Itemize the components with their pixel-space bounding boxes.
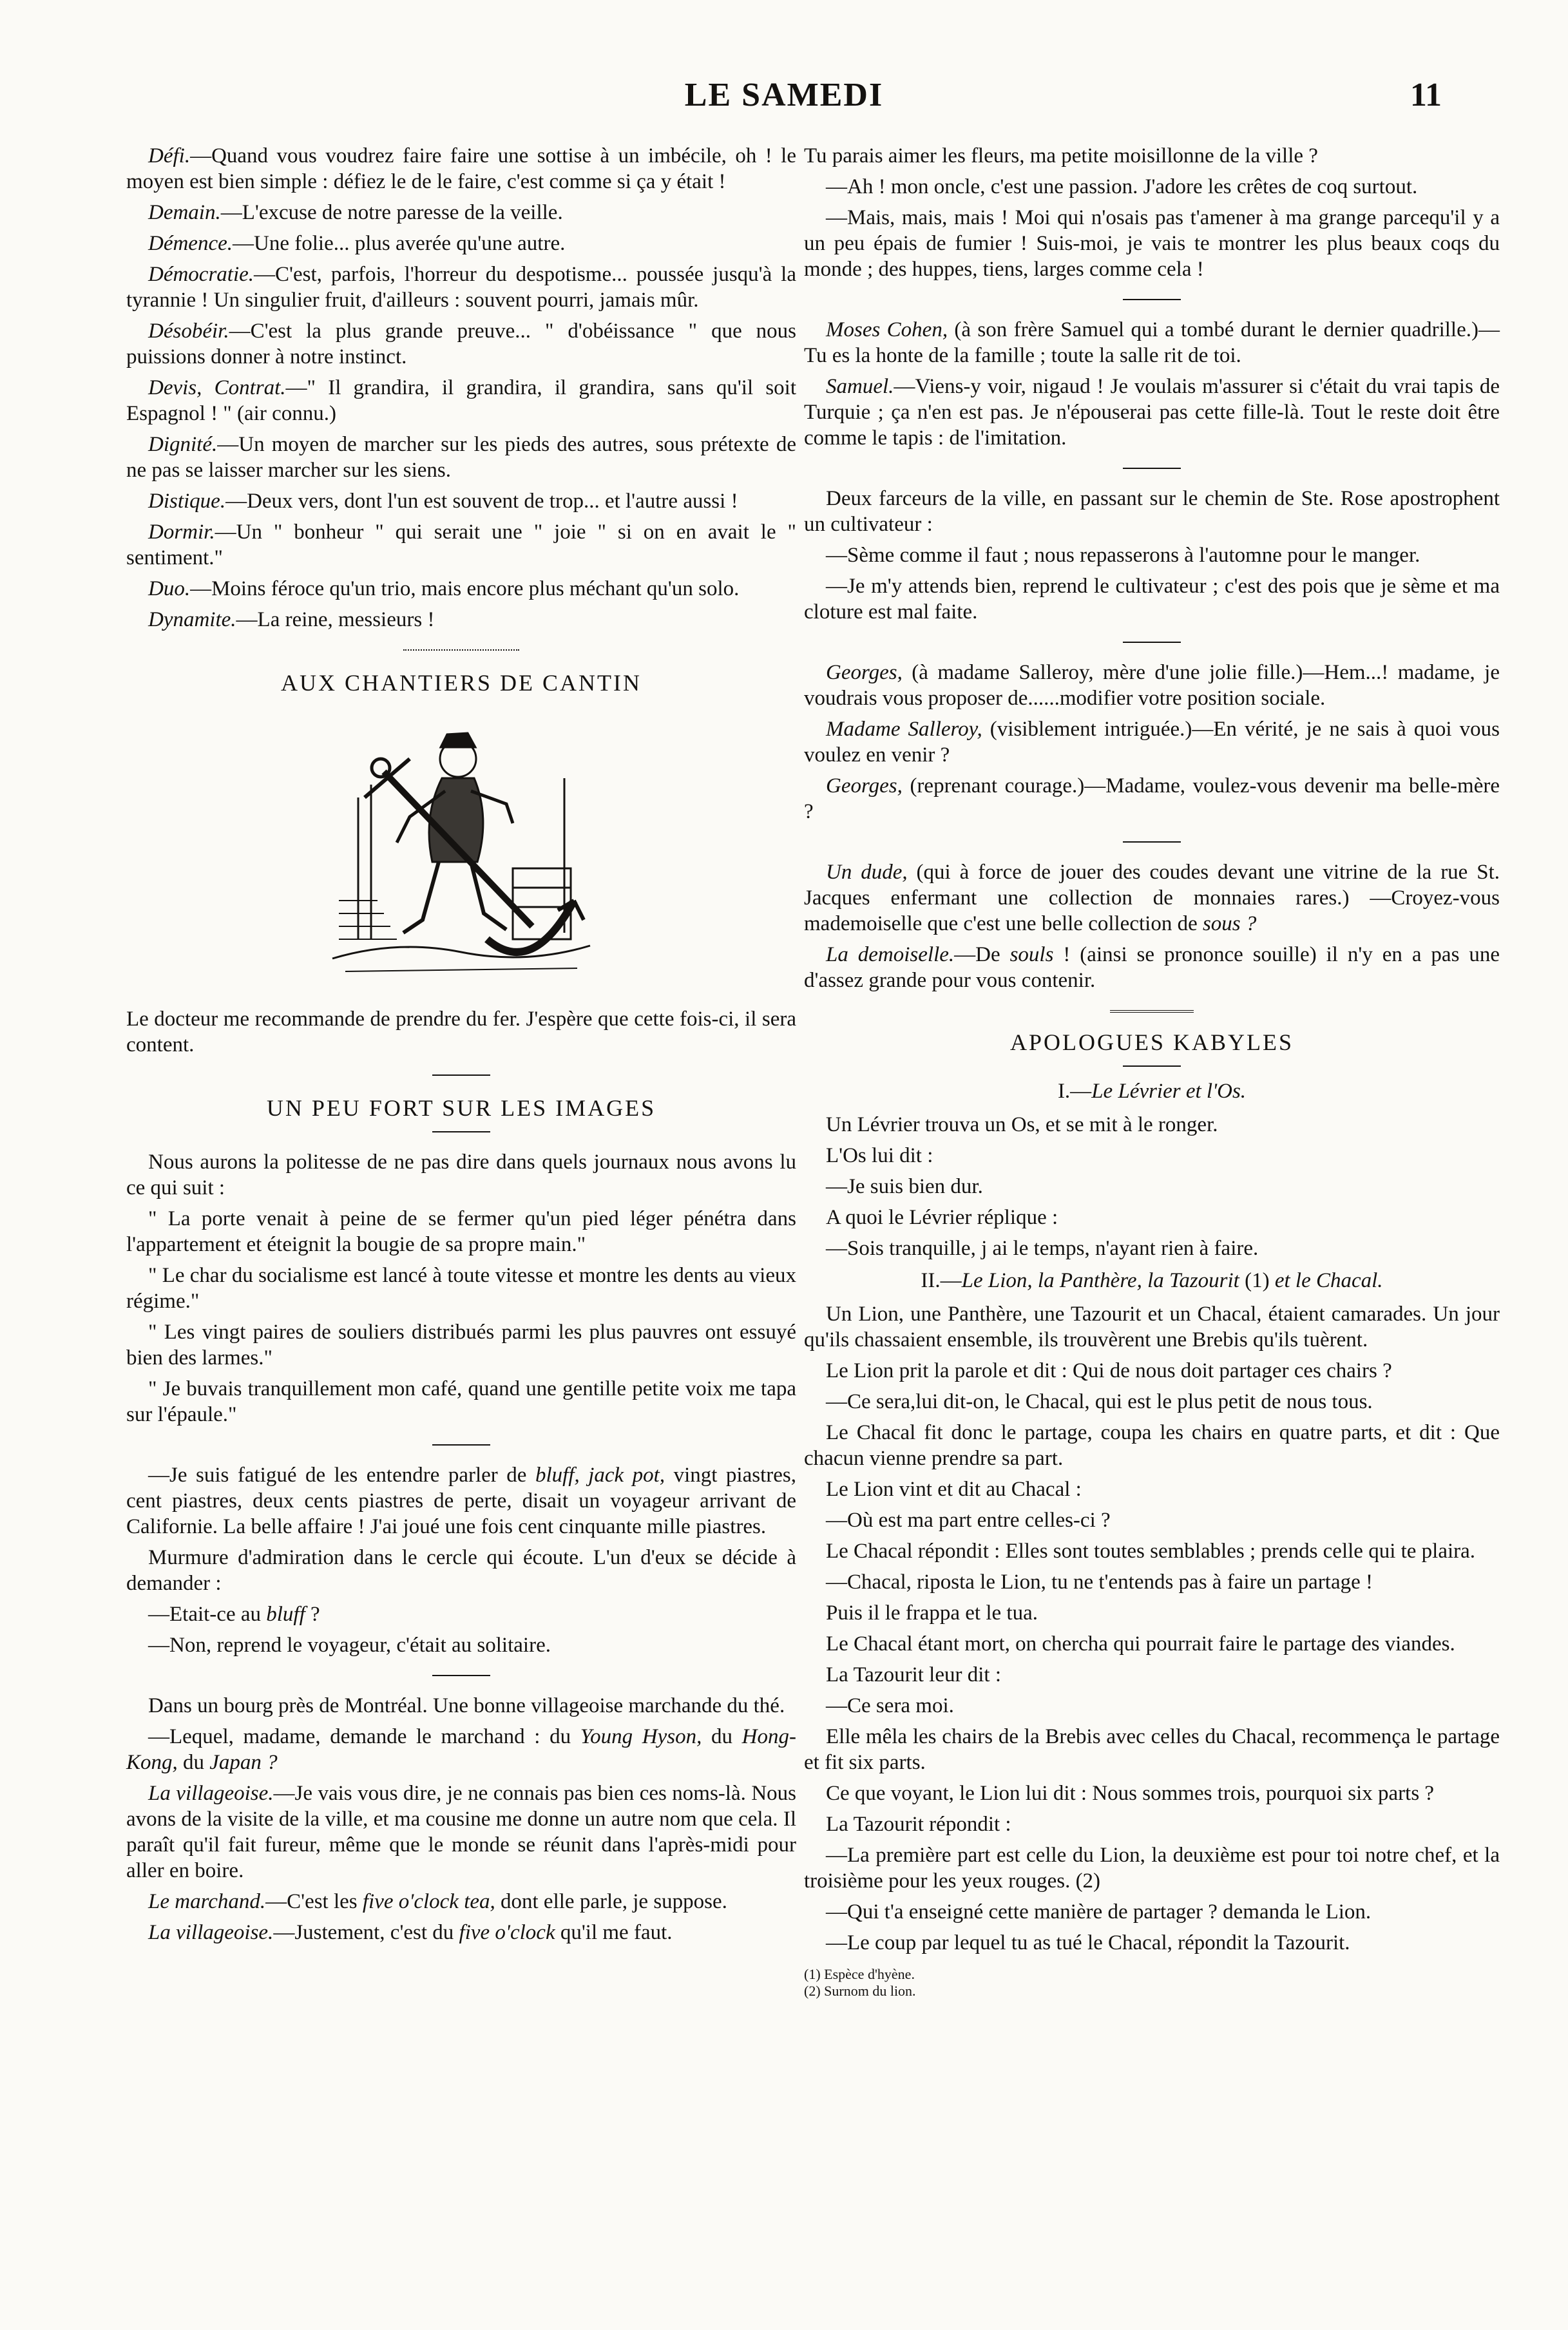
entry-definition: —C'est la plus grande preuve... " d'obéissance " que nous puissions donner à notre instinct.	[126, 320, 796, 368]
left-column	[126, 143, 796, 1951]
paragraph: Deux farceurs de la ville, en passant sur le chemin de Ste. Rose apostrophent un cultivateur :	[804, 487, 1500, 536]
speaker: La villageoise.	[148, 1921, 274, 1944]
section-title: AUX CHANTIERS DE CANTIN	[281, 670, 642, 696]
entry-term: Duo.	[148, 577, 191, 600]
paragraph	[804, 859, 1500, 937]
fable-line: —Où est ma part entre celles-ci ?	[826, 1509, 1111, 1532]
text: (à madame Salleroy, mère d'une jolie fille.)—Hem...! madame, je voudrais vous proposer de......modifier votre position sociale.	[804, 661, 1500, 710]
paragraph	[126, 1781, 796, 1884]
section-apologues	[804, 1029, 1500, 2000]
text: du	[177, 1751, 210, 1774]
italic-text: sous ?	[1202, 912, 1257, 935]
paragraph	[804, 660, 1500, 711]
italic-text: five o'clock	[459, 1921, 555, 1944]
speaker: Un dude,	[826, 861, 908, 884]
fable-number: II.—	[921, 1269, 962, 1292]
paragraph: Murmure d'admiration dans le cercle qui écoute. L'un d'eux se décide à demander :	[126, 1546, 796, 1595]
dictionary-entries	[126, 143, 796, 633]
paragraph	[126, 1724, 796, 1775]
fable-line: —La première part est celle du Lion, la deuxième est pour toi notre chef, et la troisième pour les yeux rouges. (2)	[804, 1844, 1500, 1893]
fable-name: Le Lion, la Panthère, la Tazourit	[961, 1269, 1239, 1292]
text: —Etait-ce au	[148, 1603, 267, 1626]
paragraph	[804, 716, 1500, 768]
paragraph: —Sème comme il faut ; nous repasserons à l'automne pour le manger.	[826, 544, 1420, 567]
dictionary-entry	[126, 318, 796, 370]
entry-definition: —C'est, parfois, l'horreur du despotisme... poussée jusqu'à la tyrannie ! Un singulier fruit, d'ailleurs : souvent pourri, jamais mûr.	[126, 263, 796, 312]
section-divider	[1123, 299, 1181, 300]
italic-text: bluff, jack pot,	[535, 1464, 665, 1487]
fable-line: Un Lévrier trouva un Os, et se mit à le ronger.	[826, 1113, 1218, 1136]
fable-line: Un Lion, une Panthère, une Tazourit et un Chacal, étaient camarades. Un jour qu'ils chassaient ensemble, ils trouvèrent une Brebis qu'ils tuèrent.	[804, 1303, 1500, 1351]
section-bluff	[126, 1462, 796, 1658]
page-header	[0, 76, 1568, 128]
right-column	[804, 143, 1500, 2000]
text: ?	[305, 1603, 320, 1626]
page-number: 11	[1410, 77, 1442, 113]
paragraph: —Mais, mais, mais ! Moi qui n'osais pas t'amener à ma grange parcequ'il y a un peu épais de fumier ! Suis-moi, je vais te montrer les plus beaux coqs du monde ; des huppes, tiens, larges comme cela !	[804, 206, 1500, 281]
dictionary-entry	[126, 576, 796, 602]
paragraph: Nous aurons la politesse de ne pas dire dans quels journaux nous avons lu ce qui suit :	[126, 1151, 796, 1199]
entry-definition: —Une folie... plus averée qu'une autre.	[233, 232, 566, 255]
section-dude	[804, 859, 1500, 993]
fable-title	[804, 1078, 1500, 1104]
footnote: (1) Espèce d'hyène.	[804, 1966, 915, 1982]
quote: " Je buvais tranquillement mon café, quand une gentille petite voix me tapa sur l'épaule."	[126, 1377, 796, 1426]
fable-line: Elle mêla les chairs de la Brebis avec celles du Chacal, recommença le partage et fit six parts.	[804, 1725, 1500, 1774]
text: (qui à force de jouer des coudes devant une vitrine de la rue St. Jacques enfermant une collection de monnaies rares.) —Croyez-vous mademoiselle que c'est une belle collection de	[804, 861, 1500, 935]
section-title: UN PEU FORT SUR LES IMAGES	[266, 1095, 656, 1121]
paragraph	[126, 1601, 796, 1627]
dictionary-entry	[126, 143, 796, 195]
entry-definition: —Moins féroce qu'un trio, mais encore plus méchant qu'un solo.	[190, 577, 740, 600]
speaker: Le marchand.	[148, 1890, 266, 1913]
fable-line: Le Lion vint et dit au Chacal :	[826, 1478, 1082, 1501]
dictionary-entry	[126, 607, 796, 633]
anchor-carrier-illustration	[320, 707, 603, 991]
text: ! (ainsi se prononce souille) il n'y en a pas une d'assez grande pour vous contenir.	[804, 943, 1500, 992]
dictionary-entry	[126, 488, 796, 514]
section-cohen	[804, 317, 1500, 451]
entry-term: Dynamite.	[148, 608, 236, 631]
quote: " La porte venait à peine de se fermer qu'un pied léger pénétra dans l'appartement et éteignit la bougie de sa propre main."	[126, 1207, 796, 1256]
fable-line: —Sois tranquille, j ai le temps, n'ayant rien à faire.	[826, 1237, 1259, 1260]
fable-line: Ce que voyant, le Lion lui dit : Nous sommes trois, pourquoi six parts ?	[826, 1782, 1435, 1805]
section-title: APOLOGUES KABYLES	[1009, 1029, 1294, 1055]
title-underline	[432, 1131, 490, 1132]
text: (visiblement intriguée.)—En vérité, je ne sais à quoi vous voulez en venir ?	[804, 718, 1500, 767]
fable-line: L'Os lui dit :	[826, 1144, 933, 1167]
speaker: Madame Salleroy,	[826, 718, 982, 741]
paragraph: —Ah ! mon oncle, c'est une passion. J'adore les crêtes de coq surtout.	[826, 175, 1418, 198]
fable-line: —Ce sera,lui dit-on, le Chacal, qui est le plus petit de nous tous.	[826, 1390, 1373, 1413]
section-divider	[1123, 642, 1181, 643]
text: (reprenant courage.)—Madame, voulez-vous devenir ma belle-mère ?	[804, 774, 1500, 823]
entry-definition: —Deux vers, dont l'un est souvent de trop... et l'autre aussi !	[225, 490, 738, 513]
paragraph: —Non, reprend le voyageur, c'était au solitaire.	[148, 1634, 551, 1657]
text: vingt piastres, cent piastres, deux cents piastres de perte, disait un voyageur arrivant de Californie. La belle affaire ! J'ai joué une fois cent cinquante mille piastres.	[126, 1464, 796, 1538]
section-farceurs	[804, 486, 1500, 625]
section-divider	[1110, 1010, 1194, 1013]
fable-name: et le Chacal.	[1274, 1269, 1383, 1292]
section-bourg	[126, 1693, 796, 1945]
italic-text: Young Hyson,	[580, 1725, 702, 1748]
speaker: Samuel.	[826, 375, 894, 398]
quote: " Le char du socialisme est lancé à toute vitesse et montre les dents au vieux régime."	[126, 1264, 796, 1313]
speaker: Moses Cohen,	[826, 318, 948, 341]
paragraph	[126, 1462, 796, 1540]
fable-line: Le Chacal répondit : Elles sont toutes semblables ; prends celle qui te plaira.	[826, 1540, 1476, 1563]
paragraph	[804, 374, 1500, 451]
paragraph	[126, 1920, 796, 1945]
entry-term: Démence.	[148, 232, 233, 255]
section-divider	[403, 649, 519, 651]
dictionary-entry	[126, 200, 796, 225]
italic-text: Japan ?	[209, 1751, 278, 1774]
entry-term: Défi.	[148, 144, 191, 167]
section-divider	[432, 1675, 490, 1676]
speaker: Georges,	[826, 661, 903, 684]
entry-term: Dignité.	[148, 433, 218, 456]
italic-text: bluff	[266, 1603, 305, 1626]
italic-text: Hong-Kong,	[126, 1725, 796, 1774]
section-divider	[1123, 468, 1181, 469]
text: —C'est les	[265, 1890, 363, 1913]
fable-name: Le Lévrier et l'Os.	[1091, 1080, 1247, 1103]
entry-definition: —Un " bonheur " qui serait une " joie " si on en avait le " sentiment."	[126, 520, 796, 569]
paragraph	[804, 942, 1500, 993]
fable-line: —Ce sera moi.	[826, 1694, 954, 1717]
fable-number: I.—	[1057, 1080, 1092, 1103]
fable-line: A quoi le Lévrier réplique :	[826, 1206, 1058, 1229]
publication-title: LE SAMEDI	[684, 77, 884, 113]
dictionary-entry	[126, 519, 796, 571]
entry-definition: —Quand vous voudrez faire faire une sottise à un imbécile, oh ! le moyen est bien simple : défiez le de le faire, c'est comme si ça y était !	[126, 144, 796, 193]
entry-definition: —La reine, messieurs !	[236, 608, 435, 631]
entry-term: Devis, Contrat.	[148, 376, 286, 399]
dictionary-entry	[126, 231, 796, 256]
section-divider	[1123, 841, 1181, 843]
section-images	[126, 1095, 796, 1428]
fable-line: La Tazourit répondit :	[826, 1813, 1011, 1836]
section-chantiers	[126, 670, 796, 1058]
fable-line: —Chacal, riposta le Lion, tu ne t'entends pas à faire un partage !	[826, 1571, 1373, 1594]
entry-term: Démocratie.	[148, 263, 254, 286]
text: —Je suis fatigué de les entendre parler de	[148, 1464, 535, 1487]
text: (à son frère Samuel qui a tombé durant le dernier quadrille.)—Tu es la honte de la famille ; toute la salle rit de toi.	[804, 318, 1500, 367]
footnote-mark: (1)	[1239, 1269, 1275, 1292]
text: qu'il me faut.	[555, 1921, 673, 1944]
entry-term: Dormir.	[148, 520, 215, 544]
fable-line: —Le coup par lequel tu as tué le Chacal, répondit la Tazourit.	[826, 1931, 1350, 1954]
entry-definition: —" Il grandira, il grandira, il grandira, sans qu'il soit Espagnol ! " (air connu.)	[126, 376, 796, 425]
fable-line: —Je suis bien dur.	[826, 1175, 983, 1198]
entry-term: Distique.	[148, 490, 226, 513]
footnote: (2) Surnom du lion.	[804, 1983, 916, 1999]
footnotes	[804, 1966, 1500, 2000]
section-georges	[804, 660, 1500, 825]
fable-line: Le Chacal fit donc le partage, coupa les chairs en quatre parts, et dit : Que chacun vienne prendre sa part.	[804, 1421, 1500, 1470]
entry-term: Demain.	[148, 201, 221, 224]
entry-definition: —L'excuse de notre paresse de la veille.	[220, 201, 563, 224]
dictionary-entry	[126, 375, 796, 426]
section-divider	[432, 1444, 490, 1446]
fable-line: Le Chacal étant mort, on chercha qui pourrait faire le partage des viandes.	[826, 1632, 1455, 1656]
fable-line: Puis il le frappa et le tua.	[826, 1601, 1038, 1625]
section-oncle	[804, 143, 1500, 282]
fable-line: —Qui t'a enseigné cette manière de partager ? demanda le Lion.	[826, 1900, 1372, 1924]
speaker: La villageoise.	[148, 1782, 274, 1805]
italic-text: five o'clock tea,	[362, 1890, 495, 1913]
title-underline	[1123, 1065, 1181, 1067]
paragraph	[804, 773, 1500, 825]
fable-line: Le Lion prit la parole et dit : Qui de nous doit partager ces chairs ?	[826, 1359, 1392, 1382]
paragraph: Tu parais aimer les fleurs, ma petite moisillonne de la ville ?	[804, 144, 1318, 167]
paragraph: —Je m'y attends bien, reprend le cultivateur ; c'est des pois que je sème et ma cloture est mal faite.	[804, 575, 1500, 624]
text: —Justement, c'est du	[273, 1921, 459, 1944]
italic-text: souls	[1009, 943, 1054, 966]
entry-term: Désobéir.	[148, 320, 229, 343]
fable-line: La Tazourit leur dit :	[826, 1663, 1001, 1686]
speaker: La demoiselle.	[826, 943, 955, 966]
speaker: Georges,	[826, 774, 903, 797]
quote: " Les vingt paires de souliers distribués parmi les plus pauvres ont essuyé bien des larmes."	[126, 1321, 796, 1370]
paragraph: Dans un bourg près de Montréal. Une bonne villageoise marchande du thé.	[148, 1694, 785, 1717]
text: —Lequel, madame, demande le marchand : du	[148, 1725, 580, 1748]
text: dont elle parle, je suppose.	[495, 1890, 727, 1913]
fable-title	[804, 1268, 1500, 1294]
text: —Je vais vous dire, je ne connais pas bien ces noms-là. Nous avons de la visite de la ville, et ma cousine me donne un autre nom que cela. Il paraît qu'il fait fureur, même que le monde se réunit dans l'après-midi pour aller en boire.	[126, 1782, 796, 1882]
paragraph	[126, 1889, 796, 1915]
text: —De	[954, 943, 1010, 966]
dictionary-entry	[126, 432, 796, 483]
paragraph	[804, 317, 1500, 368]
entry-definition: —Un moyen de marcher sur les pieds des autres, sous prétexte de ne pas se laisser marcher sur les siens.	[126, 433, 796, 482]
section-divider	[432, 1074, 490, 1076]
text: du	[702, 1725, 742, 1748]
dictionary-entry	[126, 262, 796, 313]
illustration-caption: Le docteur me recommande de prendre du fer. J'espère que cette fois-ci, il sera content.	[126, 1007, 796, 1056]
text: —Viens-y voir, nigaud ! Je voulais m'assurer si c'était du vrai tapis de Turquie ; ça n'en est pas. Je n'épouserai pas cette fille-là. Tout le reste doit être comme le tapis : de l'imitation.	[804, 375, 1500, 450]
